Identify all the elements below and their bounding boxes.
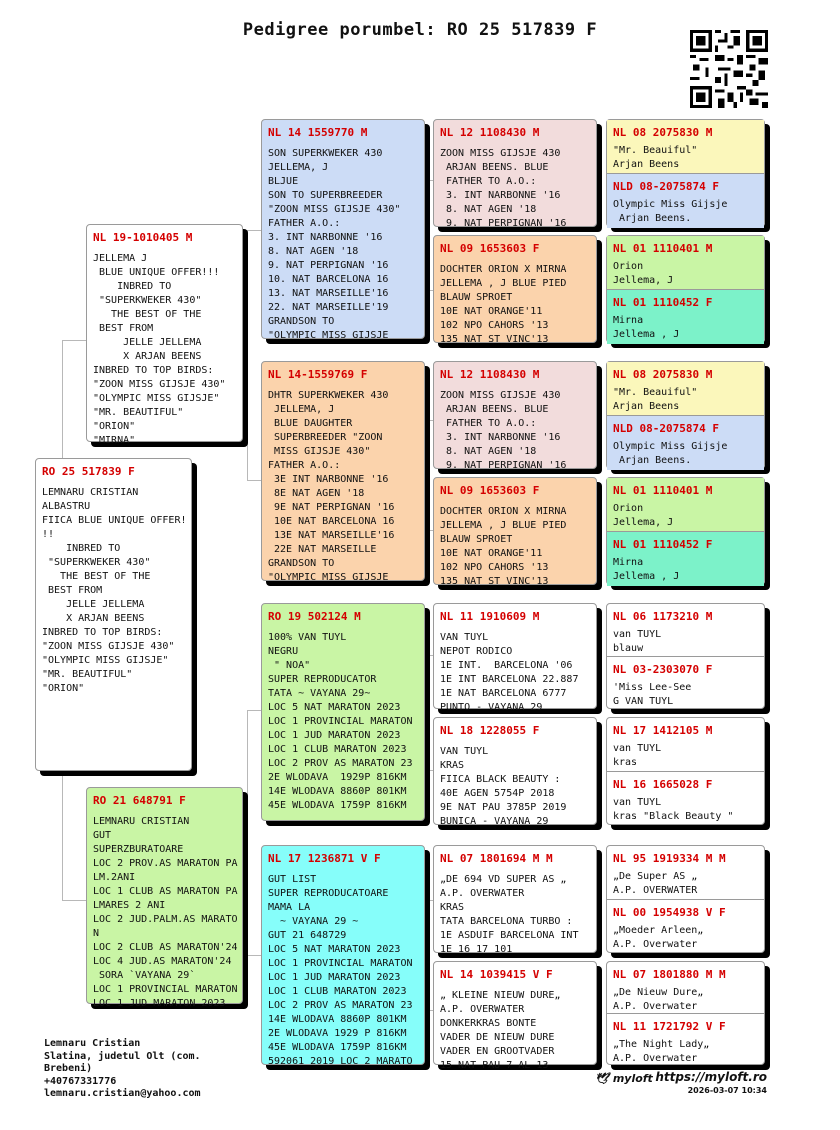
ring-number: NL 12 1108430 M — [440, 126, 540, 139]
ancestor-pair-box — [606, 603, 765, 709]
great-grandparent-card[interactable] — [433, 119, 597, 227]
connector-line — [425, 420, 433, 421]
pigeon-info: JELLEMA J BLUE UNIQUE OFFER!!! INBRED TO "SUPERKWEKER 430" THE BEST OF THE BEST FROM JELLE JELLEMA X ARJAN BEENS INBRED TO TOP BIRDS: "ZOON MISS GIJSJE 430" "OLYMPIC MISS GIJSJE" "MR. BEAUTIFUL" "ORION" "MIRNA" — [93, 253, 226, 446]
ancestor-pair-box — [606, 961, 765, 1065]
connector-line — [425, 1010, 433, 1011]
sire-sire-card[interactable] — [261, 119, 425, 339]
pigeon-info: VAN TUYL NEPOT RODICO 1E INT. BARCELONA '06 1E INT BARCELONA 22.887 1E NAT BARCELONA 6777 PUNTO - VAYANA 29 — [440, 632, 579, 713]
subject-card[interactable] — [35, 458, 192, 771]
connector-line — [425, 900, 433, 901]
pigeon-info: van TUYL kras "Black Beauty " — [613, 797, 734, 822]
ancestor-cock[interactable] — [607, 236, 764, 289]
connector-line — [247, 230, 248, 480]
ancestor-hen[interactable] — [607, 1013, 764, 1066]
ancestor-hen[interactable] — [607, 656, 764, 710]
ancestor-hen[interactable] — [607, 289, 764, 344]
pigeon-info: Olympic Miss Gijsje Arjan Beens. — [613, 441, 728, 466]
ancestor-hen[interactable] — [607, 531, 764, 586]
pigeon-info: VAN TUYL KRAS FIICA BLACK BEAUTY : 40E AGEN 5754P 2018 9E NAT PAU 3785P 2019 BUNICA - VAYANA 29 — [440, 746, 567, 827]
ancestor-pair-box — [606, 717, 765, 825]
pigeon-info: "Mr. Beauiful" Arjan Beens — [613, 387, 698, 412]
sire-dam-card[interactable] — [261, 361, 425, 581]
connector-line — [425, 180, 433, 181]
pigeon-info: „The Night Lady„ A.P. Overwater — [613, 1039, 710, 1064]
pigeon-info: Olympic Miss Gijsje Arjan Beens. — [613, 199, 728, 224]
connector-line — [425, 655, 433, 656]
ring-number: NL 12 1108430 M — [440, 368, 540, 381]
pigeon-info: Mirna Jellema , J — [613, 315, 680, 340]
connector-line — [247, 230, 261, 231]
pigeon-info: LEMNARU CRISTIAN ALBASTRU FIICA BLUE UNIQUE OFFER! !! INBRED TO "SUPERKWEKER 430" THE BEST OF THE BEST FROM JELLE JELLEMA X ARJAN BEENS INBRED TO TOP BIRDS: "ZOON MISS GIJSJE 430" "OLYMPIC MISS GIJSJE" "MR. BEAUTIFUL" "ORION" — [42, 487, 187, 694]
pigeon-info: ZOON MISS GIJSJE 430 ARJAN BEENS. BLUE FATHER TO A.O.: 3. INT NARBONNE '16 8. NAT AGEN '18 9. NAT PERPIGNAN '16 — [440, 390, 567, 471]
logo-text: myloft — [612, 1072, 653, 1085]
ring-number: NL 17 1412105 M — [613, 724, 713, 737]
great-grandparent-card[interactable] — [433, 717, 597, 825]
ring-number: NL 14 1039415 V F — [440, 968, 553, 981]
connector-line — [247, 710, 261, 711]
dam-card[interactable] — [86, 787, 243, 1009]
ring-number: NLD 08-2075874 F — [613, 180, 719, 193]
ring-number: RO 25 517839 F — [42, 465, 135, 478]
ring-number: RO 19 502124 M — [268, 610, 361, 623]
ring-number: NL 08 2075830 M — [613, 368, 713, 381]
ring-number: NL 11 1910609 M — [440, 610, 540, 623]
ancestor-pair-box — [606, 119, 765, 227]
ring-number: NL 06 1173210 M — [613, 610, 713, 623]
pigeon-info: DHTR SUPERKWEKER 430 JELLEMA, J BLUE DAUGHTER SUPERBREEDER "ZOON MISS GIJSJE 430" FATHER A.O.: 3E INT NARBONNE '16 8E NAT AGEN '18 9E NAT PERPIGNAN '16 10E NAT BARCELONA 16 13E NAT MARSEILLE'16 22E NAT MARSEILLE GRANDSON TO "OLYMPIC MISS GIJSJE — [268, 390, 395, 583]
great-grandparent-card[interactable] — [433, 235, 597, 343]
connector-line — [247, 710, 248, 955]
ring-number: NL 00 1954938 V F — [613, 906, 726, 919]
ancestor-pair-box — [606, 845, 765, 953]
qr-code — [690, 30, 768, 108]
ring-number: NL 01 1110401 M — [613, 242, 713, 255]
great-grandparent-card[interactable] — [433, 477, 597, 585]
pigeon-info: SON SUPERKWEKER 430 JELLEMA, J BLJUE SON TO SUPERBREEDER "ZOON MISS GIJSJE 430" FATHER A.O.: 3. INT NARBONNE '16 8. NAT AGEN '18 9. NAT PERPIGNAN '16 10. NAT BARCELONA 16 13. NAT MARSEILLE'16 22. NAT MARSEILLE'19 GRANDSON TO "OLYMPIC MISS GIJSJE — [268, 148, 401, 341]
ring-number: NL 01 1110452 F — [613, 538, 713, 551]
sire-card[interactable] — [86, 224, 243, 446]
ring-number: NL 07 1801880 M M — [613, 968, 726, 981]
ring-number: NL 14 1559770 M — [268, 126, 368, 139]
ring-number: NL 11 1721792 V F — [613, 1020, 726, 1033]
connector-line — [247, 480, 261, 481]
pigeon-info: GUT LIST SUPER REPRODUCATOARE MAMA LA ~ VAYANA 29 ~ GUT 21 648729 LOC 5 NAT MARATON 2023 LOC 1 PROVINCIAL MARATON LOC 1 JUD MARATON 2023 LOC 1 CLUB MARATON 2023 LOC 2 PROV AS MARATON 23 14E WLODAVA 8860P 801KM 2E WLODAVA 1929 P 816KM 45E WLODAVA 1759P 816KM 592061 2019 LOC 2 MARATO — [268, 874, 413, 1067]
ancestor-hen[interactable] — [607, 415, 764, 470]
ancestor-hen[interactable] — [607, 771, 764, 826]
connector-line — [62, 340, 63, 458]
pigeon-info: „ KLEINE NIEUW DURE„ A.P. OVERWATER DONKERKRAS BONTE VADER DE NIEUW DURE VADER EN GROOTVADER 15 NAT PAU 7 AL 13 — [440, 990, 561, 1071]
connector-line — [62, 900, 86, 901]
pigeon-info: „De Super AS „ A.P. OVERWATER — [613, 871, 698, 896]
ring-number: NL 09 1653603 F — [440, 484, 540, 497]
connector-line — [425, 530, 433, 531]
ring-number: NL 08 2075830 M — [613, 126, 713, 139]
pigeon-icon: 🕊 — [595, 1072, 609, 1085]
owner-contact: Lemnaru Cristian Slatina, judetul Olt (com. Brebeni) +40767331776 lemnaru.cristian@yahoo.com — [44, 1038, 201, 1099]
pigeon-info: 100% VAN TUYL NEGRU " NOA" SUPER REPRODUCATOR TATA ~ VAYANA 29~ LOC 5 NAT MARATON 2023 LOC 1 PROVINCIAL MARATON LOC 1 JUD MARATON 2023 LOC 1 CLUB MARATON 2023 LOC 2 PROV AS MARATON 23 2E WLODAVA 1929P 816KM 14E WLODAVA 8860P 801KM 45E WLODAVA 1759P 816KM — [268, 632, 413, 811]
connector-line — [425, 770, 433, 771]
print-date: 2026-03-07 10:34 — [687, 1086, 767, 1095]
great-grandparent-card[interactable] — [433, 603, 597, 713]
ring-number: NL 19-1010405 M — [93, 231, 193, 244]
connector-line — [425, 290, 433, 291]
page-title: Pedigree porumbel: RO 25 517839 F — [242, 20, 598, 40]
ancestor-cock[interactable] — [607, 604, 764, 656]
pigeon-info: „DE 694 VD SUPER AS „ A.P. OVERWATER KRAS TATA BARCELONA TURBO : 1E ASDUIF BARCELONA INT 1E 16 17 101 — [440, 874, 579, 955]
footer-brand — [595, 1070, 767, 1100]
pigeon-info: ZOON MISS GIJSJE 430 ARJAN BEENS. BLUE FATHER TO A.O.: 3. INT NARBONNE '16 8. NAT AGEN '18 9. NAT PERPIGNAN '16 — [440, 148, 567, 229]
ring-number: NL 01 1110452 F — [613, 296, 713, 309]
ancestor-cock[interactable] — [607, 718, 764, 771]
ring-number: NL 14-1559769 F — [268, 368, 368, 381]
ancestor-pair-box — [606, 361, 765, 469]
ancestor-cock[interactable] — [607, 478, 764, 531]
connector-line — [62, 340, 86, 341]
ancestor-cock[interactable] — [607, 846, 764, 899]
pigeon-info: „De Nieuw Dure„ A.P. Overwater — [613, 987, 704, 1012]
website-link[interactable]: https://myloft.ro — [655, 1070, 767, 1084]
ring-number: RO 21 648791 F — [93, 794, 186, 807]
ancestor-cock[interactable] — [607, 962, 764, 1013]
great-grandparent-card[interactable] — [433, 361, 597, 469]
great-grandparent-card[interactable] — [433, 961, 597, 1071]
ancestor-hen[interactable] — [607, 173, 764, 228]
pigeon-info: van TUYL kras — [613, 743, 662, 768]
pigeon-info: „Moeder Arleen„ A.P. Overwater — [613, 925, 704, 950]
pigeon-info: LEMNARU CRISTIAN GUT SUPERZBURATOARE LOC 2 PROV.AS MARATON PA LM.2ANI LOC 1 CLUB AS MARATON PA LMARES 2 ANI LOC 2 JUD.PALM.AS MARATO N LOC 2 CLUB AS MARATON'24 LOC 4 JUD.AS MARATON'24 SORA `VAYANA 29` LOC 1 PROVINCIAL MARATON LOC 1 JUD MARATON 2023 — [93, 816, 238, 1009]
pigeon-info: van TUYL blauw — [613, 629, 662, 654]
pigeon-info: Mirna Jellema , J — [613, 557, 680, 582]
ancestor-cock[interactable] — [607, 362, 764, 415]
pigeon-info: Orion Jellema, J — [613, 261, 674, 286]
ancestor-cock[interactable] — [607, 120, 764, 173]
ring-number: NL 95 1919334 M M — [613, 852, 726, 865]
ring-number: NL 16 1665028 F — [613, 778, 713, 791]
great-grandparent-card[interactable] — [433, 845, 597, 953]
ring-number: NL 17 1236871 V F — [268, 852, 381, 865]
pigeon-info: Orion Jellema, J — [613, 503, 674, 528]
ring-number: NL 07 1801694 M M — [440, 852, 553, 865]
pigeon-info: DOCHTER ORION X MIRNA JELLEMA , J BLUE PIED BLAUW SPROET 10E NAT ORANGE'11 102 NPO CAHORS '13 135 NAT ST VINC'13 — [440, 264, 567, 345]
ring-number: NL 09 1653603 F — [440, 242, 540, 255]
pigeon-info: DOCHTER ORION X MIRNA JELLEMA , J BLUE PIED BLAUW SPROET 10E NAT ORANGE'11 102 NPO CAHORS '13 135 NAT ST VINC'13 — [440, 506, 567, 587]
ancestor-hen[interactable] — [607, 899, 764, 954]
dam-dam-card[interactable] — [261, 845, 425, 1065]
ring-number: NLD 08-2075874 F — [613, 422, 719, 435]
ring-number: NL 18 1228055 F — [440, 724, 540, 737]
pigeon-info: "Mr. Beauiful" Arjan Beens — [613, 145, 698, 170]
ancestor-pair-box — [606, 235, 765, 343]
ring-number: NL 01 1110401 M — [613, 484, 713, 497]
ring-number: NL 03-2303070 F — [613, 663, 713, 676]
ancestor-pair-box — [606, 477, 765, 585]
myloft-logo — [595, 1072, 653, 1085]
pigeon-info: 'Miss Lee-See G VAN TUYL — [613, 682, 692, 707]
dam-sire-card[interactable] — [261, 603, 425, 821]
connector-line — [62, 771, 63, 901]
connector-line — [247, 955, 261, 956]
